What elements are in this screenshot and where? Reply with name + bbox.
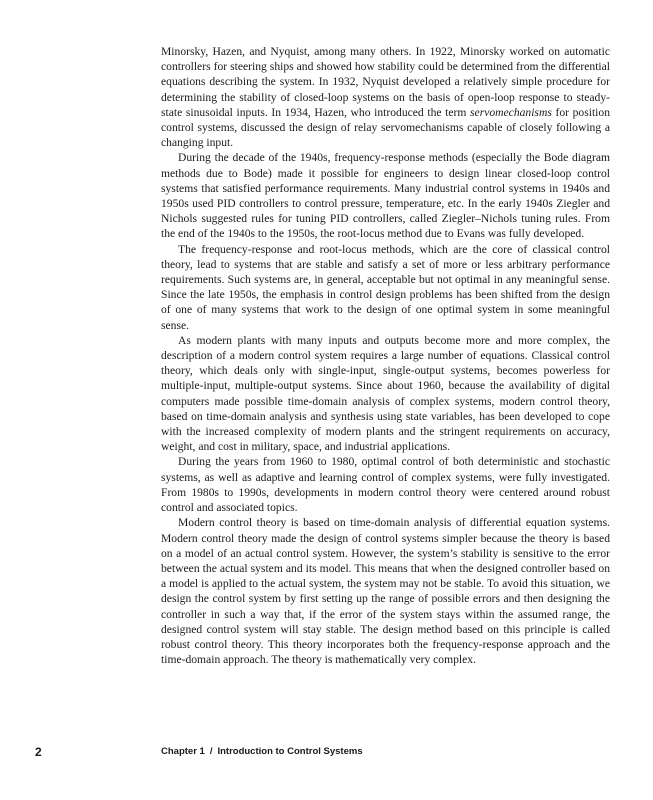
paragraph-6: Modern control theory is based on time-domain analysis of differential equation systems. Modern control theory made the design of control systems simpler because the theory is based on a model of an actual control system. However, the system’s stability is sensitive to the error between the actual system and its model. This means that when the designed controller based on a model is applied to the actual system, the system may not be stable. To avoid this situation, we design the control system by first setting up the range of possible errors and then designing the controller in such a way that, if the error of the system stays within the assumed range, the designed control system will stay stable. The design method based on this principle is called robust control theory. This theory incorporates both the frequency-response approach and the time-domain approach. The theory is mathematically very complex. — [161, 516, 610, 667]
paragraph-1-text-end: for position control systems, discussed the design of relay servomechanisms capable of closely following a changing input. — [161, 105, 610, 150]
paragraph-2: During the decade of the 1940s, frequency-response methods (especially the Bode diagram methods due to Bode) made it possible for engineers to design linear closed-loop control systems that satisfied performance requirements. Many industrial control systems in 1940s and 1950s used PID controllers to control pressure, temperature, etc. In the early 1940s Ziegler and Nichols suggested rules for tuning PID controllers, called Ziegler–Nichols tuning rules. From the end of the 1940s to the 1950s, the root-locus method due to Evans was fully developed. — [161, 151, 610, 241]
running-head-separator: / — [209, 746, 213, 757]
page-footer — [0, 745, 653, 761]
running-head — [161, 746, 363, 757]
body-text — [161, 44, 610, 667]
paragraph-1-italic-term: servomechanisms — [470, 105, 552, 119]
paragraph-1 — [161, 44, 610, 150]
paragraph-1-text: Minorsky, Hazen, and Nyquist, among many others. In 1922, Minorsky worked on automatic controllers for steering ships and showed how stability could be determined from the differential equations describing the system. In 1932, Nyquist developed a relatively simple procedure for determining the stability of closed-loop systems on the basis of open-loop response to steady-state sinusoidal inputs. In 1934, Hazen, who introduced the term — [161, 45, 610, 119]
paragraph-4: As modern plants with many inputs and outputs become more and more complex, the description of a modern control system requires a large number of equations. Classical control theory, which deals only with single-input, single-output systems, becomes powerless for multiple-input, multiple-output systems. Since about 1960, because the availability of digital computers made possible time-domain analysis of complex systems, modern control theory, based on time-domain analysis and synthesis using state variables, has been developed to cope with the increased complexity of modern plants and the stringent requirements on accuracy, weight, and cost in military, space, and industrial applications. — [161, 333, 610, 454]
chapter-title: Introduction to Control Systems — [217, 746, 363, 757]
paragraph-5: During the years from 1960 to 1980, optimal control of both deterministic and stochastic systems, as well as adaptive and learning control of complex systems, were fully investigated. From 1980s to 1990s, developments in modern control theory were centered around robust control and associated topics. — [161, 455, 610, 515]
page-number: 2 — [35, 745, 42, 759]
chapter-label: Chapter 1 — [161, 746, 205, 757]
paragraph-3: The frequency-response and root-locus methods, which are the core of classical control theory, lead to systems that are stable and satisfy a set of more or less arbitrary performance requirements. Such systems are, in general, acceptable but not optimal in any meaningful sense. Since the late 1950s, the emphasis in control design problems has been shifted from the design of one of many systems that work to the design of one optimal system in some meaningful sense. — [161, 242, 610, 332]
